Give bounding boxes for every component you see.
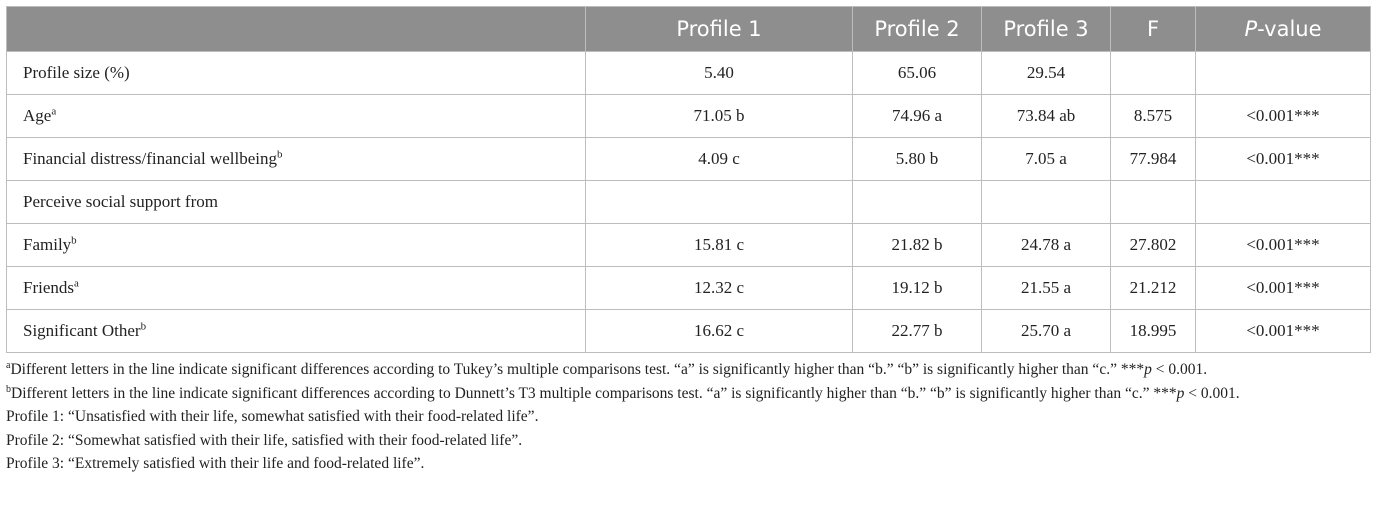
cell-profile-2: 22.77 b bbox=[853, 310, 982, 353]
cell-p-value: <0.001*** bbox=[1196, 138, 1371, 181]
cell-p-value: <0.001*** bbox=[1196, 95, 1371, 138]
cell-profile-2: 74.96 a bbox=[853, 95, 982, 138]
cell-profile-3: 21.55 a bbox=[982, 267, 1111, 310]
cell-f bbox=[1111, 52, 1196, 95]
header-label-col bbox=[7, 7, 586, 52]
footnote-a-marker: a bbox=[6, 359, 11, 371]
cell-f: 8.575 bbox=[1111, 95, 1196, 138]
cell-profile-1: 12.32 c bbox=[586, 267, 853, 310]
cell-f: 27.802 bbox=[1111, 224, 1196, 267]
cell-f: 21.212 bbox=[1111, 267, 1196, 310]
row-label-text: Financial distress/financial wellbeing bbox=[23, 149, 277, 168]
cell-profile-2: 21.82 b bbox=[853, 224, 982, 267]
header-p-italic: P bbox=[1244, 17, 1258, 41]
profile-2-description: Profile 2: “Somewhat satisfied with their life, satisfied with their food-related life”. bbox=[6, 431, 523, 449]
cell-f: 18.995 bbox=[1111, 310, 1196, 353]
footnote-a bbox=[6, 358, 1368, 382]
results-table-container bbox=[6, 6, 1370, 353]
cell-profile-3: 25.70 a bbox=[982, 310, 1111, 353]
row-label-text: Perceive social support from bbox=[23, 192, 218, 211]
cell-profile-1: 71.05 b bbox=[586, 95, 853, 138]
row-label bbox=[7, 224, 586, 267]
row-label-sup: b bbox=[71, 234, 77, 247]
profile-1-description: Profile 1: “Unsatisfied with their life, somewhat satisfied with their food-related life”. bbox=[6, 408, 539, 425]
row-label-text: Family bbox=[23, 235, 72, 254]
row-label-text: Age bbox=[23, 106, 52, 125]
cell-profile-2 bbox=[853, 181, 982, 224]
header-row bbox=[7, 7, 1371, 52]
footnote-a-tail: < 0.001. bbox=[1151, 361, 1208, 378]
cell-profile-3 bbox=[982, 181, 1111, 224]
footnote-a-text: Different letters in the line indicate significant differences according to Tukey’s multiple comparisons test. “a” is significantly higher than “b.” “b” is significantly higher than “c.” *** bbox=[10, 361, 1145, 378]
row-label-text: Friends bbox=[23, 278, 74, 297]
cell-profile-3: 7.05 a bbox=[982, 138, 1111, 181]
cell-profile-1 bbox=[586, 181, 853, 224]
cell-profile-2: 65.06 bbox=[853, 52, 982, 95]
cell-p-value: <0.001*** bbox=[1196, 310, 1371, 353]
row-label bbox=[7, 267, 586, 310]
cell-p-value bbox=[1196, 181, 1371, 224]
cell-profile-3: 73.84 ab bbox=[982, 95, 1111, 138]
table-row bbox=[7, 267, 1371, 310]
cell-profile-3: 29.54 bbox=[982, 52, 1111, 95]
row-label bbox=[7, 138, 586, 181]
row-label bbox=[7, 52, 586, 95]
row-label-sup: b bbox=[277, 148, 283, 161]
table-footnotes bbox=[6, 358, 1368, 476]
footnote-b-tail: < 0.001. bbox=[1184, 384, 1240, 402]
header-profile-3: Profile 3 bbox=[982, 7, 1111, 52]
row-label-sup: b bbox=[140, 320, 147, 333]
table-row bbox=[7, 95, 1371, 138]
footnote-b-p: p bbox=[1176, 384, 1185, 402]
footnote-b-text: Different letters in the line indicate significant differences according to Dunnett’s T3 multiple comparisons test. “a” is significantly higher than “b.” “b” is significantly higher than “c.” *** bbox=[11, 384, 1177, 402]
table-row bbox=[7, 181, 1371, 224]
cell-profile-1: 4.09 c bbox=[586, 138, 853, 181]
cell-profile-3: 24.78 a bbox=[982, 224, 1111, 267]
cell-p-value: <0.001*** bbox=[1196, 224, 1371, 267]
cell-p-value bbox=[1196, 52, 1371, 95]
row-label-sup: a bbox=[51, 105, 57, 118]
header-p-suffix: -value bbox=[1257, 17, 1322, 41]
header-f: F bbox=[1111, 7, 1196, 52]
table-row bbox=[7, 224, 1371, 267]
footnote-b bbox=[6, 382, 1368, 406]
row-label-sup: a bbox=[74, 277, 79, 290]
header-profile-2: Profile 2 bbox=[853, 7, 982, 52]
cell-profile-2: 19.12 b bbox=[853, 267, 982, 310]
cell-profile-1: 15.81 c bbox=[586, 224, 853, 267]
header-profile-1: Profile 1 bbox=[586, 7, 853, 52]
header-p-value bbox=[1196, 7, 1371, 52]
row-label-text: Significant Other bbox=[23, 321, 141, 340]
row-label bbox=[7, 310, 586, 353]
cell-profile-1: 5.40 bbox=[586, 52, 853, 95]
cell-f bbox=[1111, 181, 1196, 224]
table-row bbox=[7, 52, 1371, 95]
cell-f: 77.984 bbox=[1111, 138, 1196, 181]
profile-3-description: Profile 3: “Extremely satisfied with their life and food-related life”. bbox=[6, 455, 425, 472]
cell-p-value: <0.001*** bbox=[1196, 267, 1371, 310]
cell-profile-1: 16.62 c bbox=[586, 310, 853, 353]
table-row bbox=[7, 138, 1371, 181]
row-label bbox=[7, 95, 586, 138]
table-row bbox=[7, 310, 1371, 353]
cell-profile-2: 5.80 b bbox=[853, 138, 982, 181]
row-label-text: Profile size (%) bbox=[23, 63, 130, 82]
results-table bbox=[6, 6, 1371, 353]
footnote-a-p: p bbox=[1144, 361, 1152, 378]
footnote-b-marker: b bbox=[6, 383, 11, 395]
row-label bbox=[7, 181, 586, 224]
